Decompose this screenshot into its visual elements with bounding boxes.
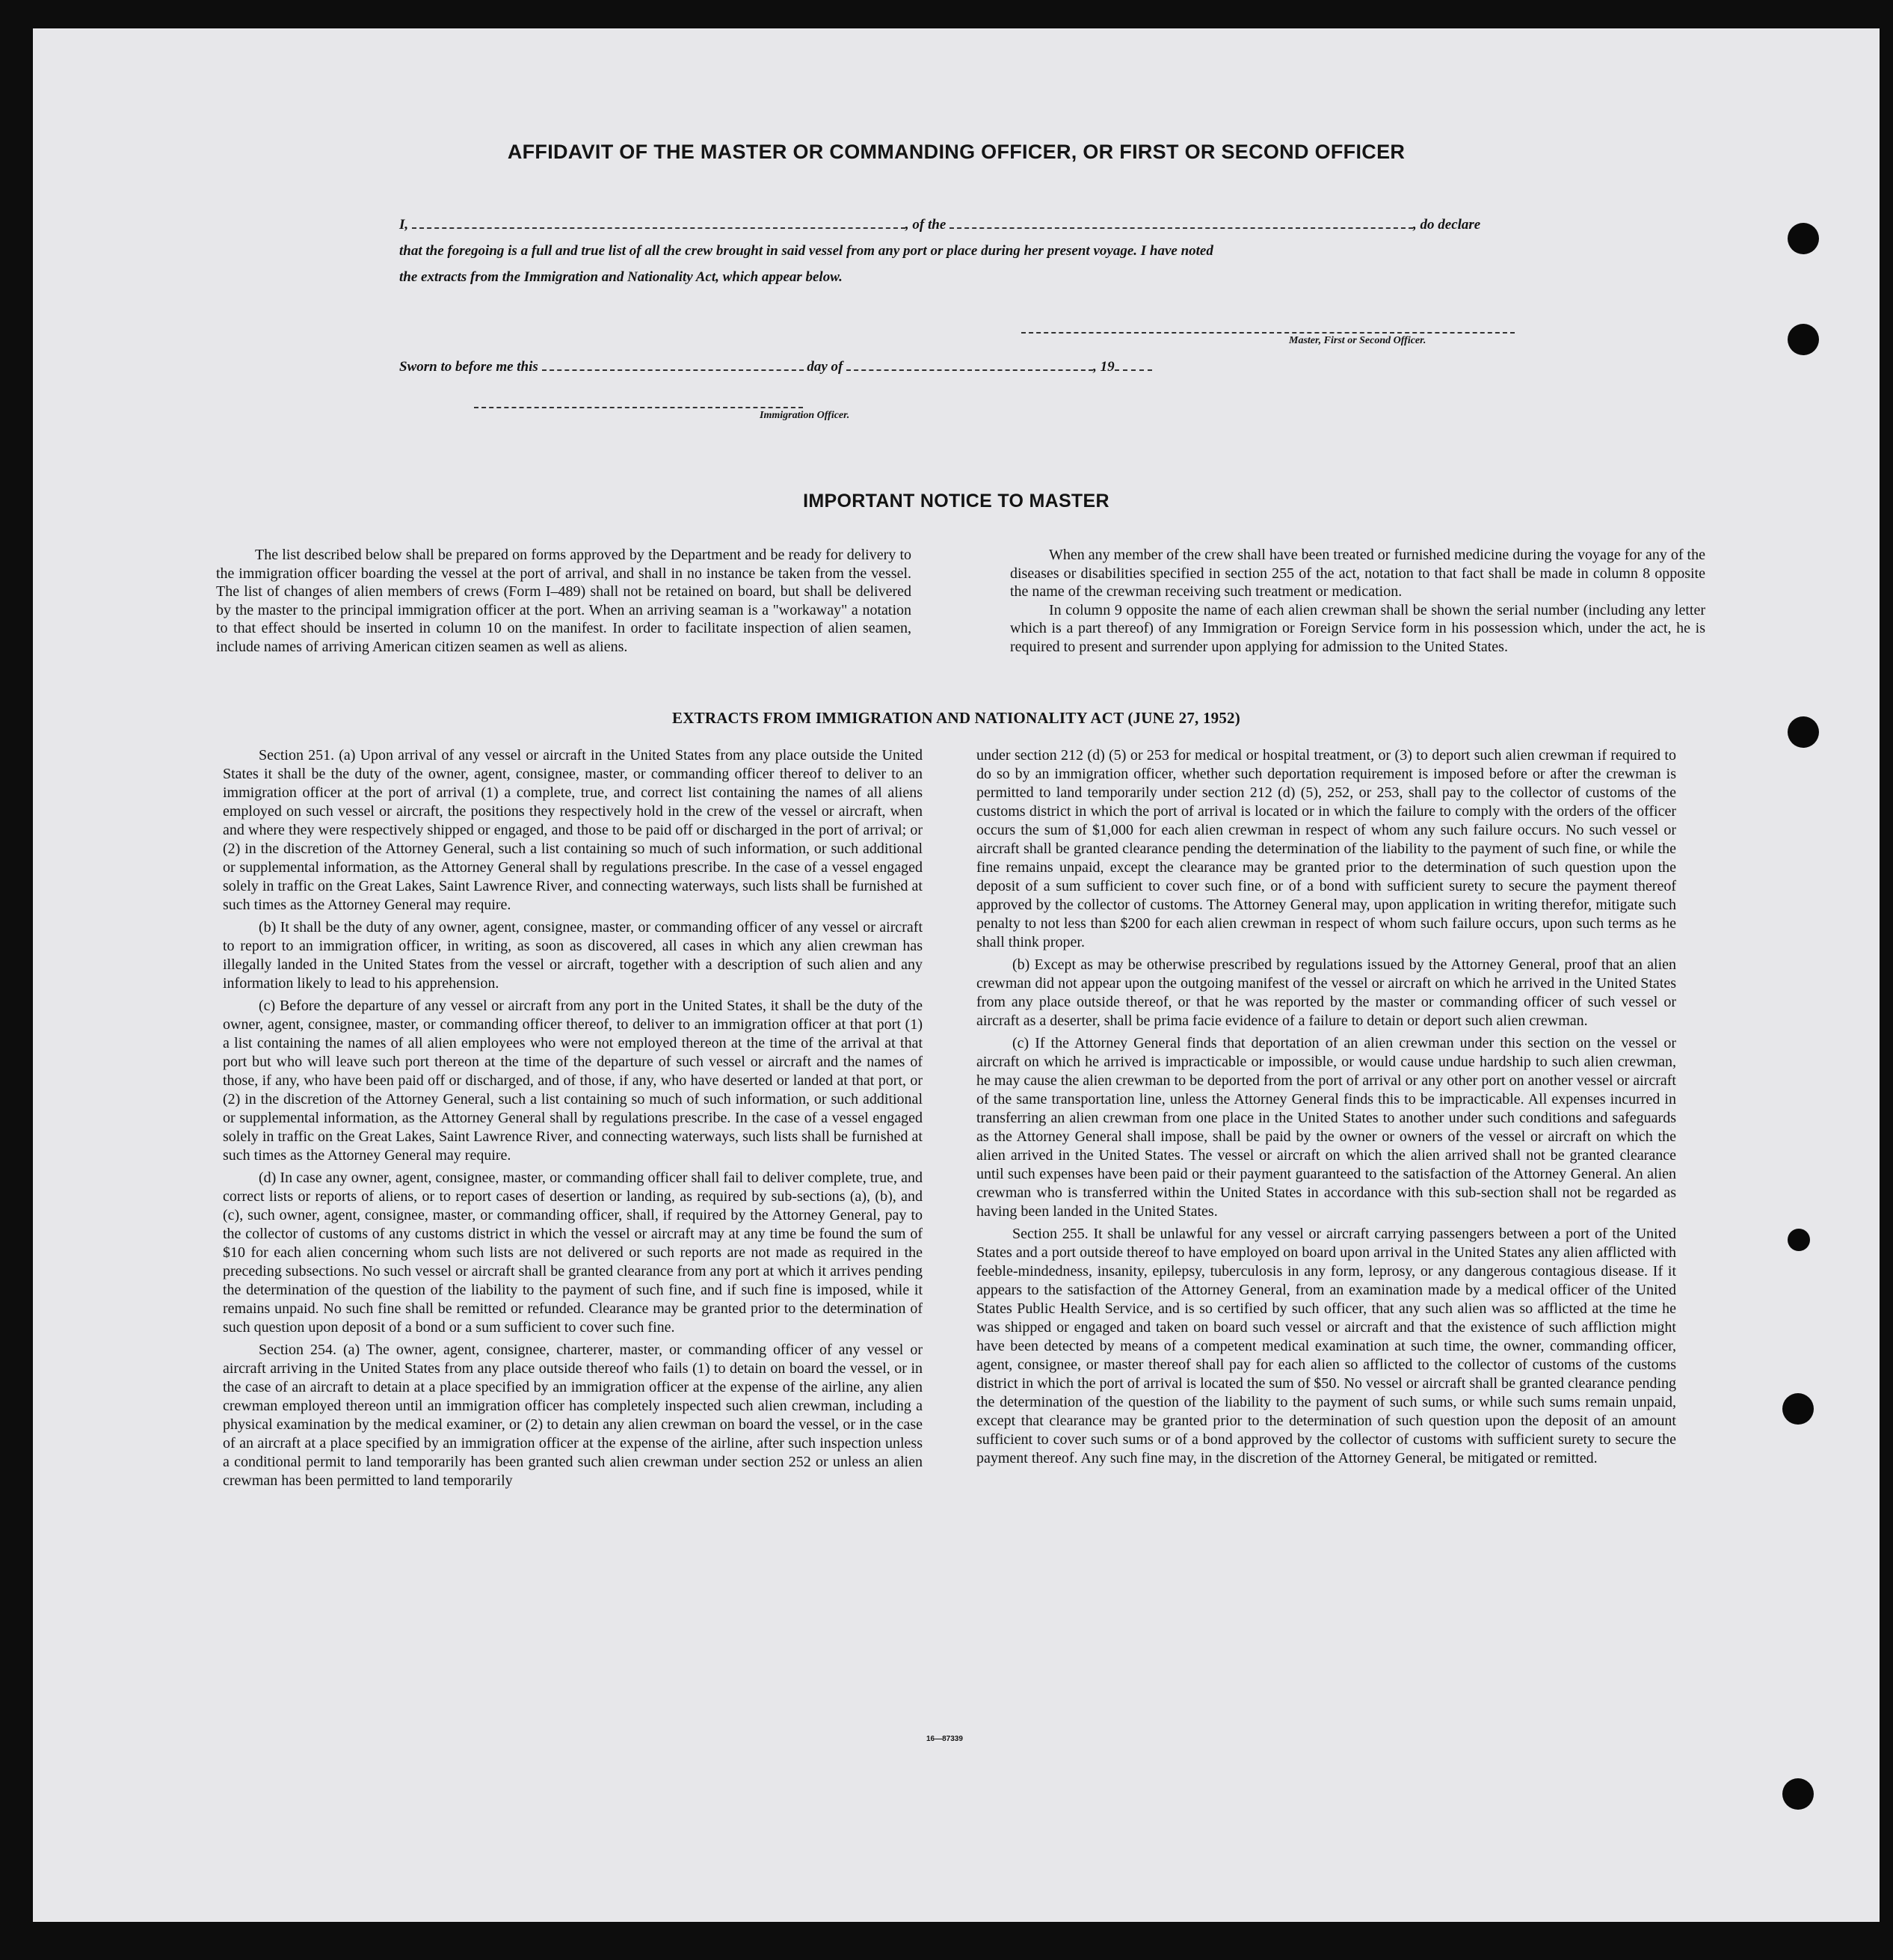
extracts-title: EXTRACTS FROM IMMIGRATION AND NATIONALITY ACT (JUNE 27, 1952): [672, 709, 1240, 727]
affidavit-line-3: the extracts from the Immigration and Nationality Act, which appear below.: [399, 269, 843, 285]
extracts-right-column: [976, 746, 1676, 1472]
master-signature-line[interactable]: [1021, 331, 1515, 334]
name-blank[interactable]: [412, 227, 905, 229]
sworn-label: Sworn to before me this: [399, 359, 538, 375]
sworn-line: [399, 359, 1152, 375]
document-page: [33, 28, 1880, 1922]
notice-right-paragraph-1: When any member of the crew shall have been treated or furnished medicine during the voyage for any of the diseases or disabilities specified in section 255 of the act, notation to that fact shall be made in column 8 opposite the name of the crewman receiving such treatment or medication.: [1010, 547, 1705, 600]
immigration-officer-caption: Immigration Officer.: [760, 410, 850, 421]
section-254b: (b) Except as may be otherwise prescribed by regulations issued by the Attorney General, proof that an alien crewman did not appear upon the outgoing manifest of the vessel or aircraft on which he arrived in the United States from any place outside thereof, or that he was reported by the master or commanding officer of such vessel or aircraft as a deserter, shall be prima facie evidence of a failure to detain or deport such alien crewman.: [976, 956, 1676, 1029]
section-251c: (c) Before the departure of any vessel or aircraft from any port in the United States, it shall be the duty of the owner, agent, consignee, master, or commanding officer thereof, to deliver to an immigration officer at that port (1) a list containing the names of all alien employees who were not employed thereon at the time of the arrival at that port but who will leave such port thereon at the time of the departure of such vessel or aircraft and the names of those, if any, who have been paid off or discharged, and of those, if any, who have deserted or landed at that port, or (2) in the discretion of the Attorney General, such a list containing so much of such information, or such additional or supplemental information, as the Attorney General shall by regulations prescribe. In the case of a vessel engaged solely in traffic on the Great Lakes, Saint Lawrence River, and connecting waterways, such lists shall be furnished at such times as the Attorney General may require.: [223, 998, 923, 1164]
section-254a-continued: under section 212 (d) (5) or 253 for medical or hospital treatment, or (3) to deport such alien crewman if required to do so by an immigration officer, whether such deportation requirement is imposed before or after the crewman is permitted to land temporarily under section 212 (d) (5), 252, or 253, shall pay to the collector of customs of the customs district in which the port of arrival is located or in which the failure to comply with the orders of the officer occurs the sum of $1,000 for each alien crewman in respect of whom any such failure occurs. No such vessel or aircraft shall be granted clearance pending the determination of the liability to the payment of such fine, or while the fine remains unpaid, except the clearance may be granted prior to the determination of such question upon the deposit of a sum sufficient to cover such fine, or of a bond with sufficient surety to secure the payment thereof approved by the collector of customs. The Attorney General may, upon application in writing therefor, mitigate such penalty to not less than $200 for each alien crewman in respect of whom such failure occurs, upon such terms as he shall think proper.: [976, 747, 1676, 950]
year-blank[interactable]: [1115, 369, 1152, 371]
day-of-label: day of: [807, 359, 843, 375]
affidavit-of-the-label: , of the: [905, 217, 946, 233]
punch-hole: [1788, 324, 1819, 355]
affidavit-declaration-line: [399, 217, 1480, 233]
vessel-blank[interactable]: [949, 227, 1413, 229]
master-signature-caption: Master, First or Second Officer.: [1289, 335, 1426, 346]
section-251a: Section 251. (a) Upon arrival of any vessel or aircraft in the United States from any place outside the United States it shall be the duty of the owner, agent, consignee, master, or commanding officer thereof to deliver to an immigration officer at the port of arrival (1) a complete, true, and correct list containing the names of all aliens employed on such vessel or aircraft, the positions they respectively hold in the crew of the vessel or aircraft, when and where they were respectively shipped or engaged, and those to be paid off or discharged in the port of arrival; or (2) in the discretion of the Attorney General, such a list containing so much of such information, or such additional or supplemental information, as the Attorney General shall by regulations prescribe. In the case of a vessel engaged solely in traffic on the Great Lakes, Saint Lawrence River, and connecting waterways, such lists shall be furnished at such times as the Attorney General may require.: [223, 747, 923, 913]
punch-hole: [1788, 1229, 1810, 1251]
extracts-left-column: [223, 746, 923, 1494]
form-print-code: 16—87339: [926, 1735, 963, 1743]
sworn-month-blank[interactable]: [846, 369, 1093, 371]
notice-title: IMPORTANT NOTICE TO MASTER: [803, 491, 1109, 511]
notice-left-paragraph: The list described below shall be prepared on forms approved by the Department and be ready for delivery to the immigration officer boarding the vessel at the port of arrival, and shall in no instance be taken from the vessel. The list of changes of alien members of crews (Form I–489) shall not be retained on board, but shall be delivered by the master to the principal immigration officer at the port. When an arriving seaman is a "workaway" a notation to that effect should be inserted in column 10 on the manifest. In order to facilitate inspection of alien seamen, include names of arriving American citizen seamen as well as aliens.: [216, 547, 911, 655]
section-254a: Section 254. (a) The owner, agent, consignee, charterer, master, or commanding officer of any vessel or aircraft arriving in the United States from any place outside thereof who fails (1) to detain on board the vessel, or in the case of an aircraft to detain at a place specified by an immigration officer at the expense of the airline, any alien crewman employed thereon until an immigration officer has completely inspected such alien crewman, including a physical examination by the medical examiner, or (2) to detain any alien crewman on board the vessel, or in the case of an aircraft at a place specified by an immigration officer at the expense of the airline, after such inspection unless a conditional permit to land temporarily has been granted such alien crewman under section 252 or unless an alien crewman has been permitted to land temporarily: [223, 1342, 923, 1489]
punch-hole: [1782, 1393, 1814, 1425]
affidavit-line-2: that the foregoing is a full and true list of all the crew brought in said vessel from any port or place during her present voyage. I have noted: [399, 243, 1213, 259]
affidavit-i-label: I,: [399, 217, 409, 233]
notice-right-paragraph-2: In column 9 opposite the name of each alien crewman shall be shown the serial number (including any letter which is a part thereof) of any Immigration or Foreign Service form in his possession which, under the act, he is required to present and surrender upon applying for admission to the United States.: [1010, 601, 1705, 655]
year-label: , 19: [1093, 359, 1115, 375]
section-251b: (b) It shall be the duty of any owner, agent, consignee, master, or commanding officer of any vessel or aircraft to report to an immigration officer, in writing, as soon as discovered, all cases in which any alien crewman has illegally landed in the United States from the vessel or aircraft, together with a description of such alien and any information likely to lead to his apprehension.: [223, 919, 923, 992]
section-251d: (d) In case any owner, agent, consignee, master, or commanding officer shall fail to deliver complete, true, and correct lists or reports of aliens, or to report cases of desertion or landing, as required by sub-sections (a), (b), and (c), such owner, agent, consignee, master, or commanding officer, shall, if required by the Attorney General, pay to the collector of customs of any customs district in which the vessel or aircraft may at any time be found the sum of $10 for each alien concerning whom such lists are not delivered or such reports are not made as required in the preceding subsections. No such vessel or aircraft shall be granted clearance from any port at which it arrives pending the determination of the question of the liability to the payment of such fine, and if such fine is imposed, while it remains unpaid. No such fine shall be remitted or refunded. Clearance may be granted prior to the determination of such question upon deposit of a bond or a sum sufficient to cover such fine.: [223, 1170, 923, 1336]
punch-hole: [1782, 1778, 1814, 1810]
section-255: Section 255. It shall be unlawful for any vessel or aircraft carrying passengers between a port of the United States and a port outside thereof to have employed on board upon arrival in the United States any alien afflicted with feeble-mindedness, insanity, epilepsy, tuberculosis in any form, leprosy, or any dangerous contagious disease. If it appears to the satisfaction of the Attorney General, from an examination made by a medical officer of the United States Public Health Service, and is so certified by such officer, that any such alien was so afflicted at the time he was shipped or engaged and taken on board such vessel or aircraft and that the existence of such affliction might have been detected by means of a competent medical examination at such time, the owner, commanding officer, agent, consignee, or master thereof shall pay for each alien so afflicted to the collector of customs of the customs district in which the port of arrival is located the sum of $50. No vessel or aircraft shall be granted clearance pending the determination of the question of the liability to the payment of such sums, or while such sums remain unpaid, except that clearance may be granted prior to the determination of such question upon the deposit of an amount sufficient to cover such sums or of a bond approved by the collector of customs with sufficient surety to secure the payment thereof. Any such fine may, in the discretion of the Attorney General, be mitigated or remitted.: [976, 1226, 1676, 1466]
notice-right-column: [1010, 546, 1705, 656]
notice-left-column: [216, 546, 911, 656]
affidavit-title: AFFIDAVIT OF THE MASTER OR COMMANDING OFFICER, OR FIRST OR SECOND OFFICER: [507, 141, 1406, 163]
punch-hole: [1788, 223, 1819, 254]
section-254c: (c) If the Attorney General finds that deportation of an alien crewman under this section on the vessel or aircraft on which he arrived is impracticable or impossible, or would cause undue hardship to such alien crewman, he may cause the alien crewman to be deported from the port of arrival or any other port on another vessel or aircraft of the same transportation line, unless the Attorney General finds this to be impracticable. All expenses incurred in transferring an alien crewman from one place in the United States to another under such conditions and safeguards as the Attorney General shall impose, shall be paid by the owner or owners of the vessel or aircraft on which the alien arrived in the United States. The vessel or aircraft on which the alien arrived shall not be granted clearance until such expenses have been paid or their payment guaranteed to the satisfaction of the Attorney General. An alien crewman who is transferred within the United States in accordance with this sub-section shall not be regarded as having been landed in the United States.: [976, 1035, 1676, 1220]
affidavit-do-declare-label: , do declare: [1413, 217, 1481, 233]
sworn-day-blank[interactable]: [542, 369, 804, 371]
immigration-officer-signature-line[interactable]: [474, 406, 803, 408]
